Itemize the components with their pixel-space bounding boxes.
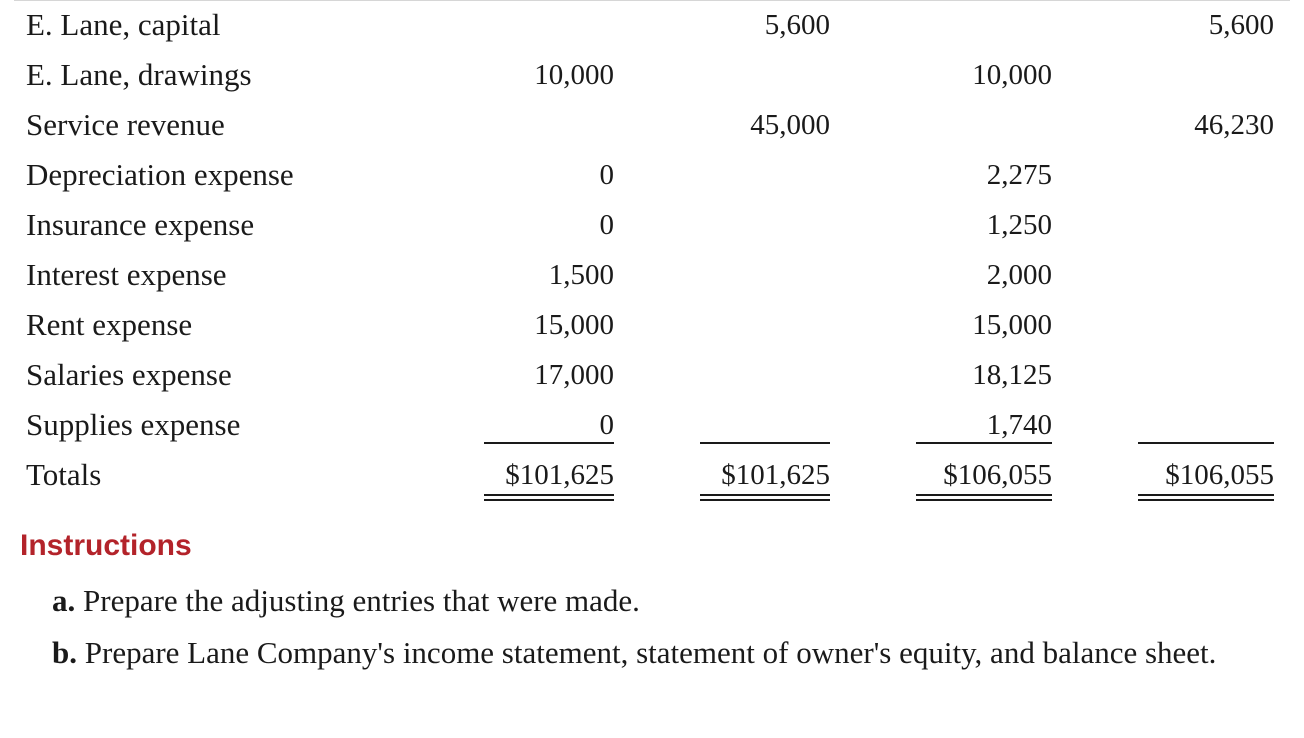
- instruction-marker: b.: [52, 635, 77, 670]
- instruction-text: Prepare Lane Company's income statement, statement of owner's equity, and balance sheet.: [77, 635, 1217, 670]
- adjusted-debit: 2,275: [986, 159, 1052, 191]
- subtotal-rule: [700, 442, 830, 444]
- unadjusted-credit: 5,600: [764, 9, 830, 41]
- table-row: [0, 50, 1304, 100]
- total-adjusted-credit: $106,055: [1165, 459, 1274, 491]
- total-unadjusted-debit: $101,625: [505, 459, 614, 491]
- table-row: [0, 250, 1304, 300]
- total-double-rule: [916, 494, 1052, 501]
- totals-label: Totals: [26, 457, 102, 492]
- adjusted-credit: 5,600: [1208, 9, 1274, 41]
- account-name: E. Lane, capital: [26, 7, 221, 42]
- instruction-marker: a.: [52, 583, 76, 618]
- account-name: Supplies expense: [26, 407, 241, 442]
- total-unadjusted-credit: $101,625: [721, 459, 830, 491]
- account-name: Insurance expense: [26, 207, 255, 242]
- adjusted-credit: 46,230: [1194, 109, 1274, 141]
- total-double-rule: [1138, 494, 1274, 501]
- adjusted-debit: 2,000: [986, 259, 1052, 291]
- table-row: [0, 100, 1304, 150]
- table-row: [0, 150, 1304, 200]
- table-row: [0, 0, 1304, 50]
- table-row: [0, 350, 1304, 400]
- adjusted-debit: 1,250: [986, 209, 1052, 241]
- adjusted-debit: 15,000: [972, 309, 1052, 341]
- unadjusted-debit: 0: [599, 209, 614, 241]
- account-name: Service revenue: [26, 107, 225, 142]
- instruction-item-a: [52, 582, 1232, 620]
- account-name: Depreciation expense: [26, 157, 294, 192]
- table-row: [0, 400, 1304, 450]
- table-row: [0, 300, 1304, 350]
- subtotal-rule: [1138, 442, 1274, 444]
- instruction-text: Prepare the adjusting entries that were made.: [75, 583, 640, 618]
- instruction-item-b: [52, 634, 1232, 672]
- unadjusted-debit: 17,000: [534, 359, 614, 391]
- instructions-heading: Instructions: [20, 529, 192, 562]
- unadjusted-debit: 1,500: [548, 259, 614, 291]
- total-double-rule: [700, 494, 830, 501]
- total-adjusted-debit: $106,055: [943, 459, 1052, 491]
- totals-row: [0, 450, 1304, 500]
- unadjusted-debit: 10,000: [534, 59, 614, 91]
- unadjusted-debit: 15,000: [534, 309, 614, 341]
- table-row: [0, 200, 1304, 250]
- adjusted-debit: 18,125: [972, 359, 1052, 391]
- subtotal-rule: [484, 442, 614, 444]
- unadjusted-debit: 0: [599, 159, 614, 191]
- total-double-rule: [484, 494, 614, 501]
- subtotal-rule: [916, 442, 1052, 444]
- account-name: Salaries expense: [26, 357, 232, 392]
- unadjusted-credit: 45,000: [750, 109, 830, 141]
- adjusted-debit: 10,000: [972, 59, 1052, 91]
- account-name: Rent expense: [26, 307, 193, 342]
- account-name: Interest expense: [26, 257, 227, 292]
- account-name: E. Lane, drawings: [26, 57, 252, 92]
- unadjusted-debit: 0: [599, 409, 614, 441]
- adjusted-debit: 1,740: [986, 409, 1052, 441]
